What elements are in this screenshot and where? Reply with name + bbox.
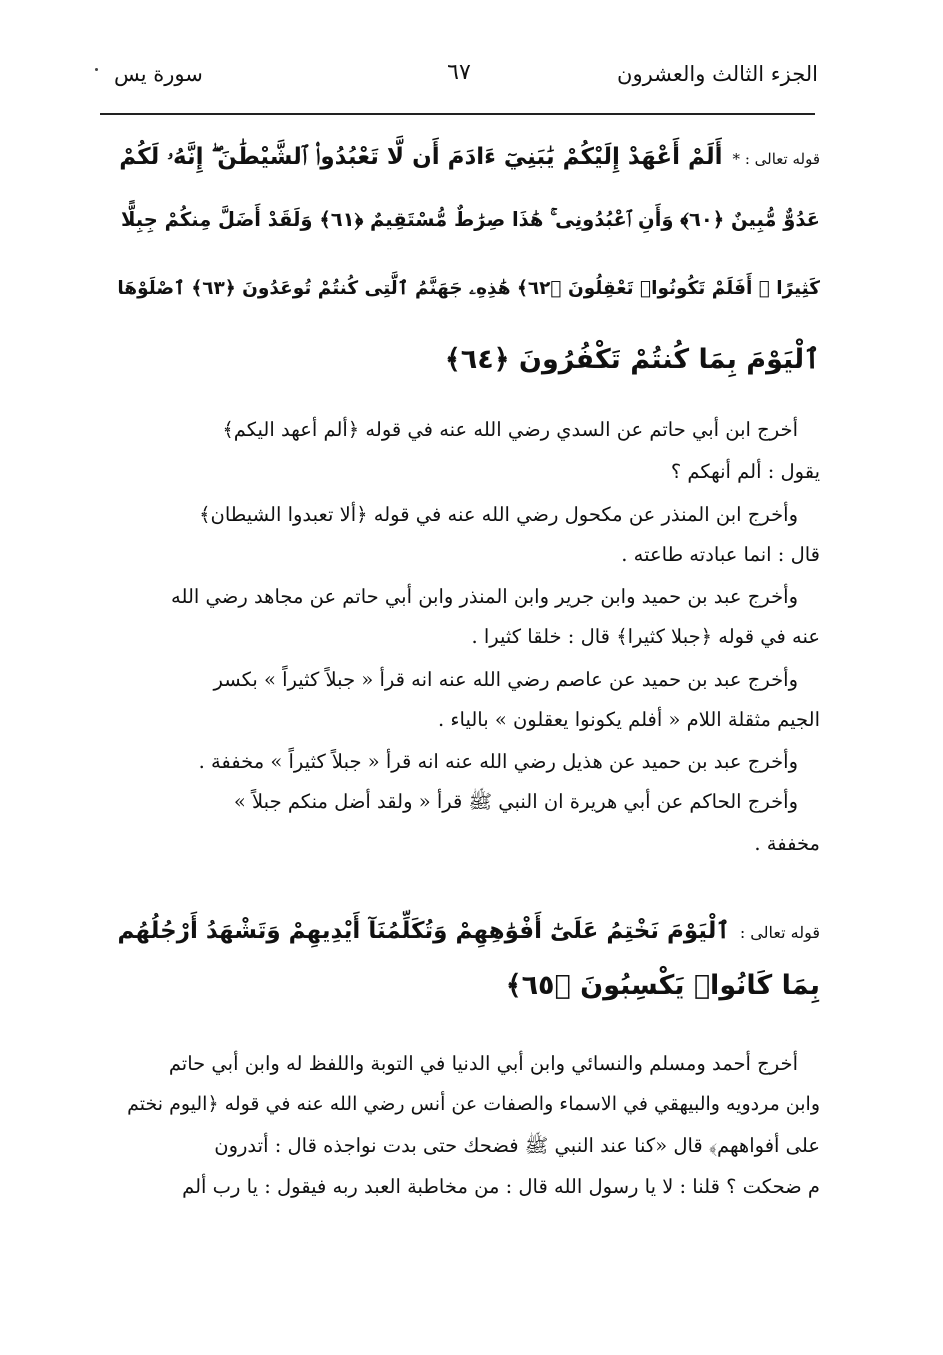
verse-intro: قوله تعالى : — [739, 923, 820, 942]
verse-intro: قوله تعالى : * — [732, 150, 820, 168]
verse-text: أَلَمْ أَعْهَدْ إِلَيْكُمْ يَٰبَنِيٓ ءَادَمَ أَن لَّا تَعْبُدُوا۟ ٱلشَّيْطَٰنَ ۖ إِنَّهُۥ لَكُمْ — [119, 144, 723, 170]
commentary-line: م ضحكت ؟ قلنا : لا يا رسول الله قال : من مخاطبة العبد ربه فيقول : يا رب ألم — [182, 1175, 820, 1198]
commentary-line: أخرج أحمد ومسلم والنسائي وابن أبي الدنيا في التوبة واللفظ له وابن أبي حاتم — [168, 1052, 798, 1075]
commentary-line: وأخرج عبد بن حميد عن عاصم رضي الله عنه انه قرأ « جبلاً كثيراً » بكسر — [213, 668, 798, 691]
commentary-line: يقول : ألم أنهكم ؟ — [670, 460, 820, 483]
verse-line — [118, 912, 820, 945]
juz-title: الجزء الثالث والعشرون — [617, 62, 818, 86]
commentary-line: قال : انما عبادته طاعته . — [621, 543, 820, 566]
commentary-line: وأخرج الحاكم عن أبي هريرة ان النبي ﷺ قرأ « ولقد أضل منكم جبلاً » — [233, 790, 798, 813]
commentary-line: وأخرج عبد بن حميد وابن جرير وابن المنذر وابن أبي حاتم عن مجاهد رضي الله — [171, 585, 798, 608]
commentary-line: الجيم مثقلة اللام « أفلم يكونوا يعقلون » بالياء . — [437, 708, 820, 731]
commentary-line: على أفواههم﴾ قال «كنا عند النبي ﷺ فضحك حتى بدت نواجذه قال : أتدرون — [214, 1134, 820, 1157]
verse-line: ٱلْيَوْمَ بِمَا كُنتُمْ تَكْفُرُونَ ﴿٦٤﴾ — [444, 344, 820, 375]
page-number: ٦٧ — [447, 60, 471, 85]
commentary-line: أخرج ابن أبي حاتم عن السدي رضي الله عنه في قوله ﴿ألم أعهد اليكم﴾ — [222, 418, 798, 441]
surah-title: سورة يس — [114, 62, 203, 86]
commentary-line: وأخرج ابن المنذر عن مكحول رضي الله عنه في قوله ﴿ألا تعبدوا الشيطان﴾ — [199, 503, 798, 526]
verse-line — [119, 140, 820, 171]
commentary-line: وأخرج عبد بن حميد عن هذيل رضي الله عنه انه قرأ « جبلاً كثيراً » مخففة . — [198, 750, 798, 773]
verse-line: بِمَا كَانُوا۟ يَكْسِبُونَ ﴿٦٥﴾ — [505, 970, 820, 1001]
commentary-line: عنه في قوله ﴿جبلا كثيرا﴾ قال : خلقا كثيرا . — [471, 625, 820, 648]
verse-line: كَثِيرًا ۖ أَفَلَمْ تَكُونُوا۟ تَعْقِلُونَ ﴿٦٢﴾ هَٰذِهِۦ جَهَنَّمُ ٱلَّتِى كُنتُمْ تُوعَدُونَ ﴿٦٣﴾ ٱصْلَوْهَا — [117, 278, 820, 299]
verse-line: عَدُوٌّ مُّبِينٌ ﴿٦٠﴾ وَأَنِ ٱعْبُدُونِى ۚ هَٰذَا صِرَٰطٌ مُّسْتَقِيمٌ ﴿٦١﴾ وَلَقَدْ أَضَلَّ مِنكُمْ جِبِلًّا — [121, 208, 820, 231]
page-header — [100, 58, 818, 98]
verse-text: ٱلْيَوْمَ نَخْتِمُ عَلَىٰٓ أَفْوَٰهِهِمْ وَتُكَلِّمُنَآ أَيْدِيهِمْ وَتَشْهَدُ أَرْجُلُهُم — [117, 918, 730, 944]
commentary-line: وابن مردويه والبيهقي في الاسماء والصفات عن أنس رضي الله عنه في قوله ﴿اليوم نختم — [127, 1093, 820, 1115]
commentary-line: مخففة . — [754, 832, 820, 855]
scan-speck — [95, 68, 98, 71]
header-rule — [100, 113, 815, 115]
